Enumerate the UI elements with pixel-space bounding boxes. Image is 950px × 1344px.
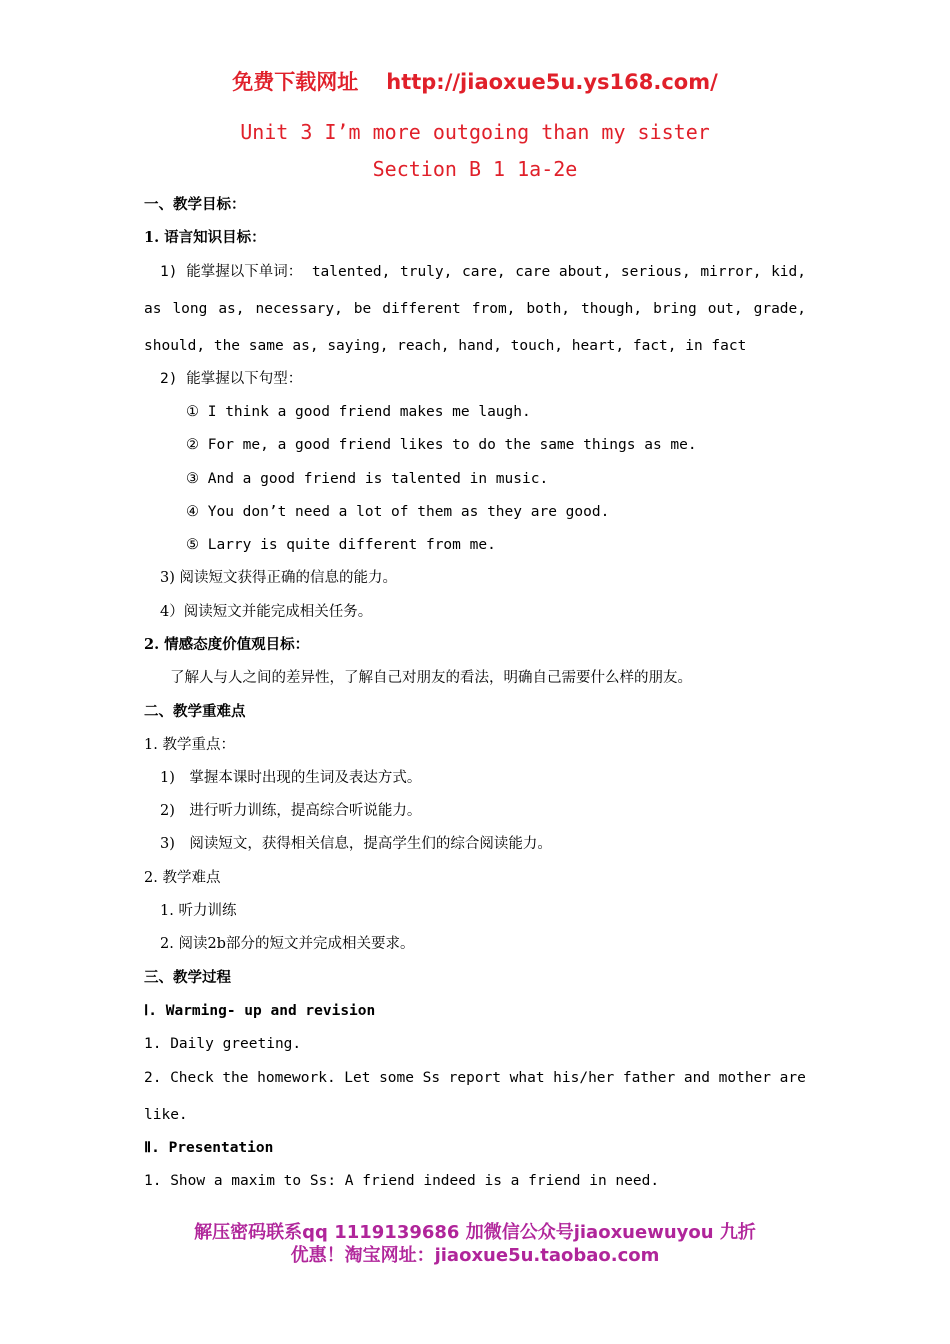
- section-heading-goals: 一、教学目标：: [144, 196, 246, 213]
- attitude-text: 了解人与人之间的差异性，了解自己对朋友的看法，明确自己需要什么样的朋友。: [170, 670, 692, 686]
- vocab-word: truly,: [400, 264, 453, 280]
- difficulty-item: 2. 阅读2b部分的短文并完成相关要求。: [160, 936, 415, 952]
- title-section: Section B 1 1a-2e: [372, 157, 578, 181]
- sentence-item: ④ You don’t need a lot of them as they are good.: [186, 504, 610, 520]
- footer-line-1: 解压密码联系qq 1119139686 加微信公众号jiaoxuewuyou 九折: [194, 1222, 756, 1243]
- sentence-item: ③ And a good friend is talented in music.: [186, 471, 549, 487]
- vocab-word: mirror,: [700, 264, 762, 280]
- sentence-item: ② For me, a good friend likes to do the same things as me.: [186, 437, 697, 453]
- section-heading-key-points: 二、教学重难点: [144, 703, 246, 720]
- vocab-word: kid,: [771, 264, 806, 280]
- word: Check: [170, 1070, 214, 1086]
- step-heading-presentation: Ⅱ. Presentation: [144, 1140, 274, 1156]
- word: report: [448, 1070, 502, 1086]
- vocab-word: from,: [471, 301, 516, 317]
- word: homework.: [257, 1070, 336, 1086]
- step-item-homework-end: like.: [144, 1107, 188, 1123]
- vocab-word: out,: [707, 301, 743, 317]
- vocab-intro: 1) 能掌握以下单词：: [160, 264, 303, 280]
- sentence-item: ① I think a good friend makes me laugh.: [186, 404, 531, 420]
- step-heading-warming-up: Ⅰ. Warming- up and revision: [144, 1003, 376, 1019]
- subheading-language-goals: 1. 语言知识目标：: [144, 229, 266, 246]
- word: the: [222, 1070, 249, 1086]
- word: some: [379, 1070, 414, 1086]
- banner-url[interactable]: http://jiaoxue5u.ys168.com/: [386, 70, 718, 94]
- task-goal: 4）阅读短文并能完成相关任务。: [160, 604, 373, 620]
- sentence-patterns-label: 2) 能掌握以下句型：: [160, 371, 303, 387]
- key-point-item: 1) 掌握本课时出现的生词及表达方式。: [160, 770, 422, 786]
- difficulty-item: 1. 听力训练: [160, 903, 237, 919]
- word: and: [683, 1070, 711, 1086]
- vocab-word: as,: [218, 301, 245, 317]
- reading-goal: 3) 阅读短文获得正确的信息的能力。: [160, 570, 397, 586]
- key-point-item: 3) 阅读短文，获得相关信息，提高学生们的综合阅读能力。: [160, 836, 552, 852]
- word: mother: [718, 1070, 772, 1086]
- word: are: [779, 1070, 806, 1086]
- step-item: 1. Daily greeting.: [144, 1036, 302, 1052]
- step-item-homework: [144, 1068, 806, 1088]
- word: father: [622, 1070, 676, 1086]
- vocab-word: talented,: [311, 264, 391, 280]
- vocab-word: both,: [526, 301, 571, 317]
- subheading-key-points: 1. 教学重点：: [144, 737, 235, 753]
- subheading-difficulties: 2. 教学难点: [144, 870, 221, 886]
- step-item-maxim: 1. Show a maxim to Ss: A friend indeed is a friend in need.: [144, 1173, 660, 1189]
- vocab-word: long: [172, 301, 208, 317]
- vocab-word: different: [382, 301, 461, 317]
- word: Let: [344, 1070, 371, 1086]
- vocab-word: care about,: [515, 264, 612, 280]
- section-heading-process: 三、教学过程: [144, 969, 231, 986]
- banner-label: 免费下载网址: [232, 70, 359, 94]
- vocab-line-2: [144, 299, 806, 319]
- word: his/her: [553, 1070, 615, 1086]
- download-banner: [0, 66, 950, 96]
- vocab-word: care,: [462, 264, 506, 280]
- vocab-word: though,: [581, 301, 643, 317]
- word: Ss: [422, 1070, 441, 1086]
- footer-line-2: 优惠！淘宝网址：jiaoxue5u.taobao.com: [290, 1245, 660, 1266]
- word: 2.: [144, 1070, 162, 1086]
- vocab-word: serious,: [620, 264, 691, 280]
- vocab-word: as: [144, 301, 162, 317]
- vocab-word: be: [353, 301, 372, 317]
- title-unit: Unit 3 I’m more outgoing than my sister: [240, 120, 710, 144]
- vocab-word: necessary,: [255, 301, 343, 317]
- subheading-attitude-goals: 2. 情感态度价值观目标：: [144, 636, 310, 653]
- vocab-word: bring: [653, 301, 697, 317]
- vocab-line-3: should, the same as, saying, reach, hand, touch, heart, fact, in fact: [144, 338, 747, 354]
- vocab-line-1: [160, 262, 806, 282]
- key-point-item: 2) 进行听力训练，提高综合听说能力。: [160, 803, 422, 819]
- vocab-word: grade,: [753, 301, 806, 317]
- word: what: [509, 1070, 545, 1086]
- sentence-item: ⑤ Larry is quite different from me.: [186, 537, 496, 553]
